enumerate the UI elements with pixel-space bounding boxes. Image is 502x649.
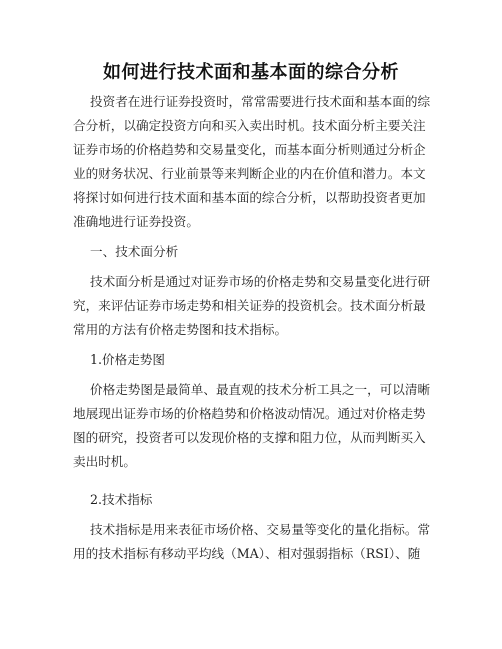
paragraph-line: 究，来评估证券市场走势和相关证券的投资机会。技术面分析最 — [73, 298, 426, 313]
paragraph-line: 卖出时机。 — [73, 454, 136, 469]
paragraph-line: 准确地进行证券投资。 — [73, 214, 199, 229]
paragraph-line: 技术面分析是通过对证券市场的价格走势和交易量变化进行研 — [90, 274, 431, 289]
document-title: 如何进行技术面和基本面的综合分析 — [103, 62, 399, 83]
paragraph-line: 合分析，以确定投资方向和买入卖出时机。技术面分析主要关注 — [73, 118, 426, 133]
paragraph-line: 证券市场的价格趋势和交易量变化，而基本面分析则通过分析企 — [73, 142, 426, 157]
paragraph-line: 投资者在进行证券投资时，常常需要进行技术面和基本面的综 — [90, 94, 431, 109]
paragraph-line: 价格走势图是最简单、最直观的技术分析工具之一，可以清晰 — [90, 382, 431, 397]
paragraph-line: 图的研究，投资者可以发现价格的支撑和阻力位，从而判断买入 — [73, 430, 426, 445]
paragraph-line: 用的技术指标有移动平均线（MA）、相对强弱指标（RSI）、随 — [73, 546, 421, 561]
paragraph-line: 常用的方法有价格走势图和技术指标。 — [73, 322, 288, 337]
section-heading: 一、技术面分析 — [90, 244, 179, 259]
paragraph-line: 业的财务状况、行业前景等来判断企业的内在价值和潜力。本文 — [73, 166, 426, 181]
paragraph-line: 技术指标是用来表征市场价格、交易量等变化的量化指标。常 — [90, 522, 431, 537]
subsection-heading: 2.技术指标 — [90, 492, 153, 507]
paragraph-line: 地展现出证券市场的价格趋势和价格波动情况。通过对价格走势 — [73, 406, 426, 421]
paragraph-line: 将探讨如何进行技术面和基本面的综合分析，以帮助投资者更加 — [73, 190, 426, 205]
subsection-heading: 1.价格走势图 — [90, 352, 165, 367]
